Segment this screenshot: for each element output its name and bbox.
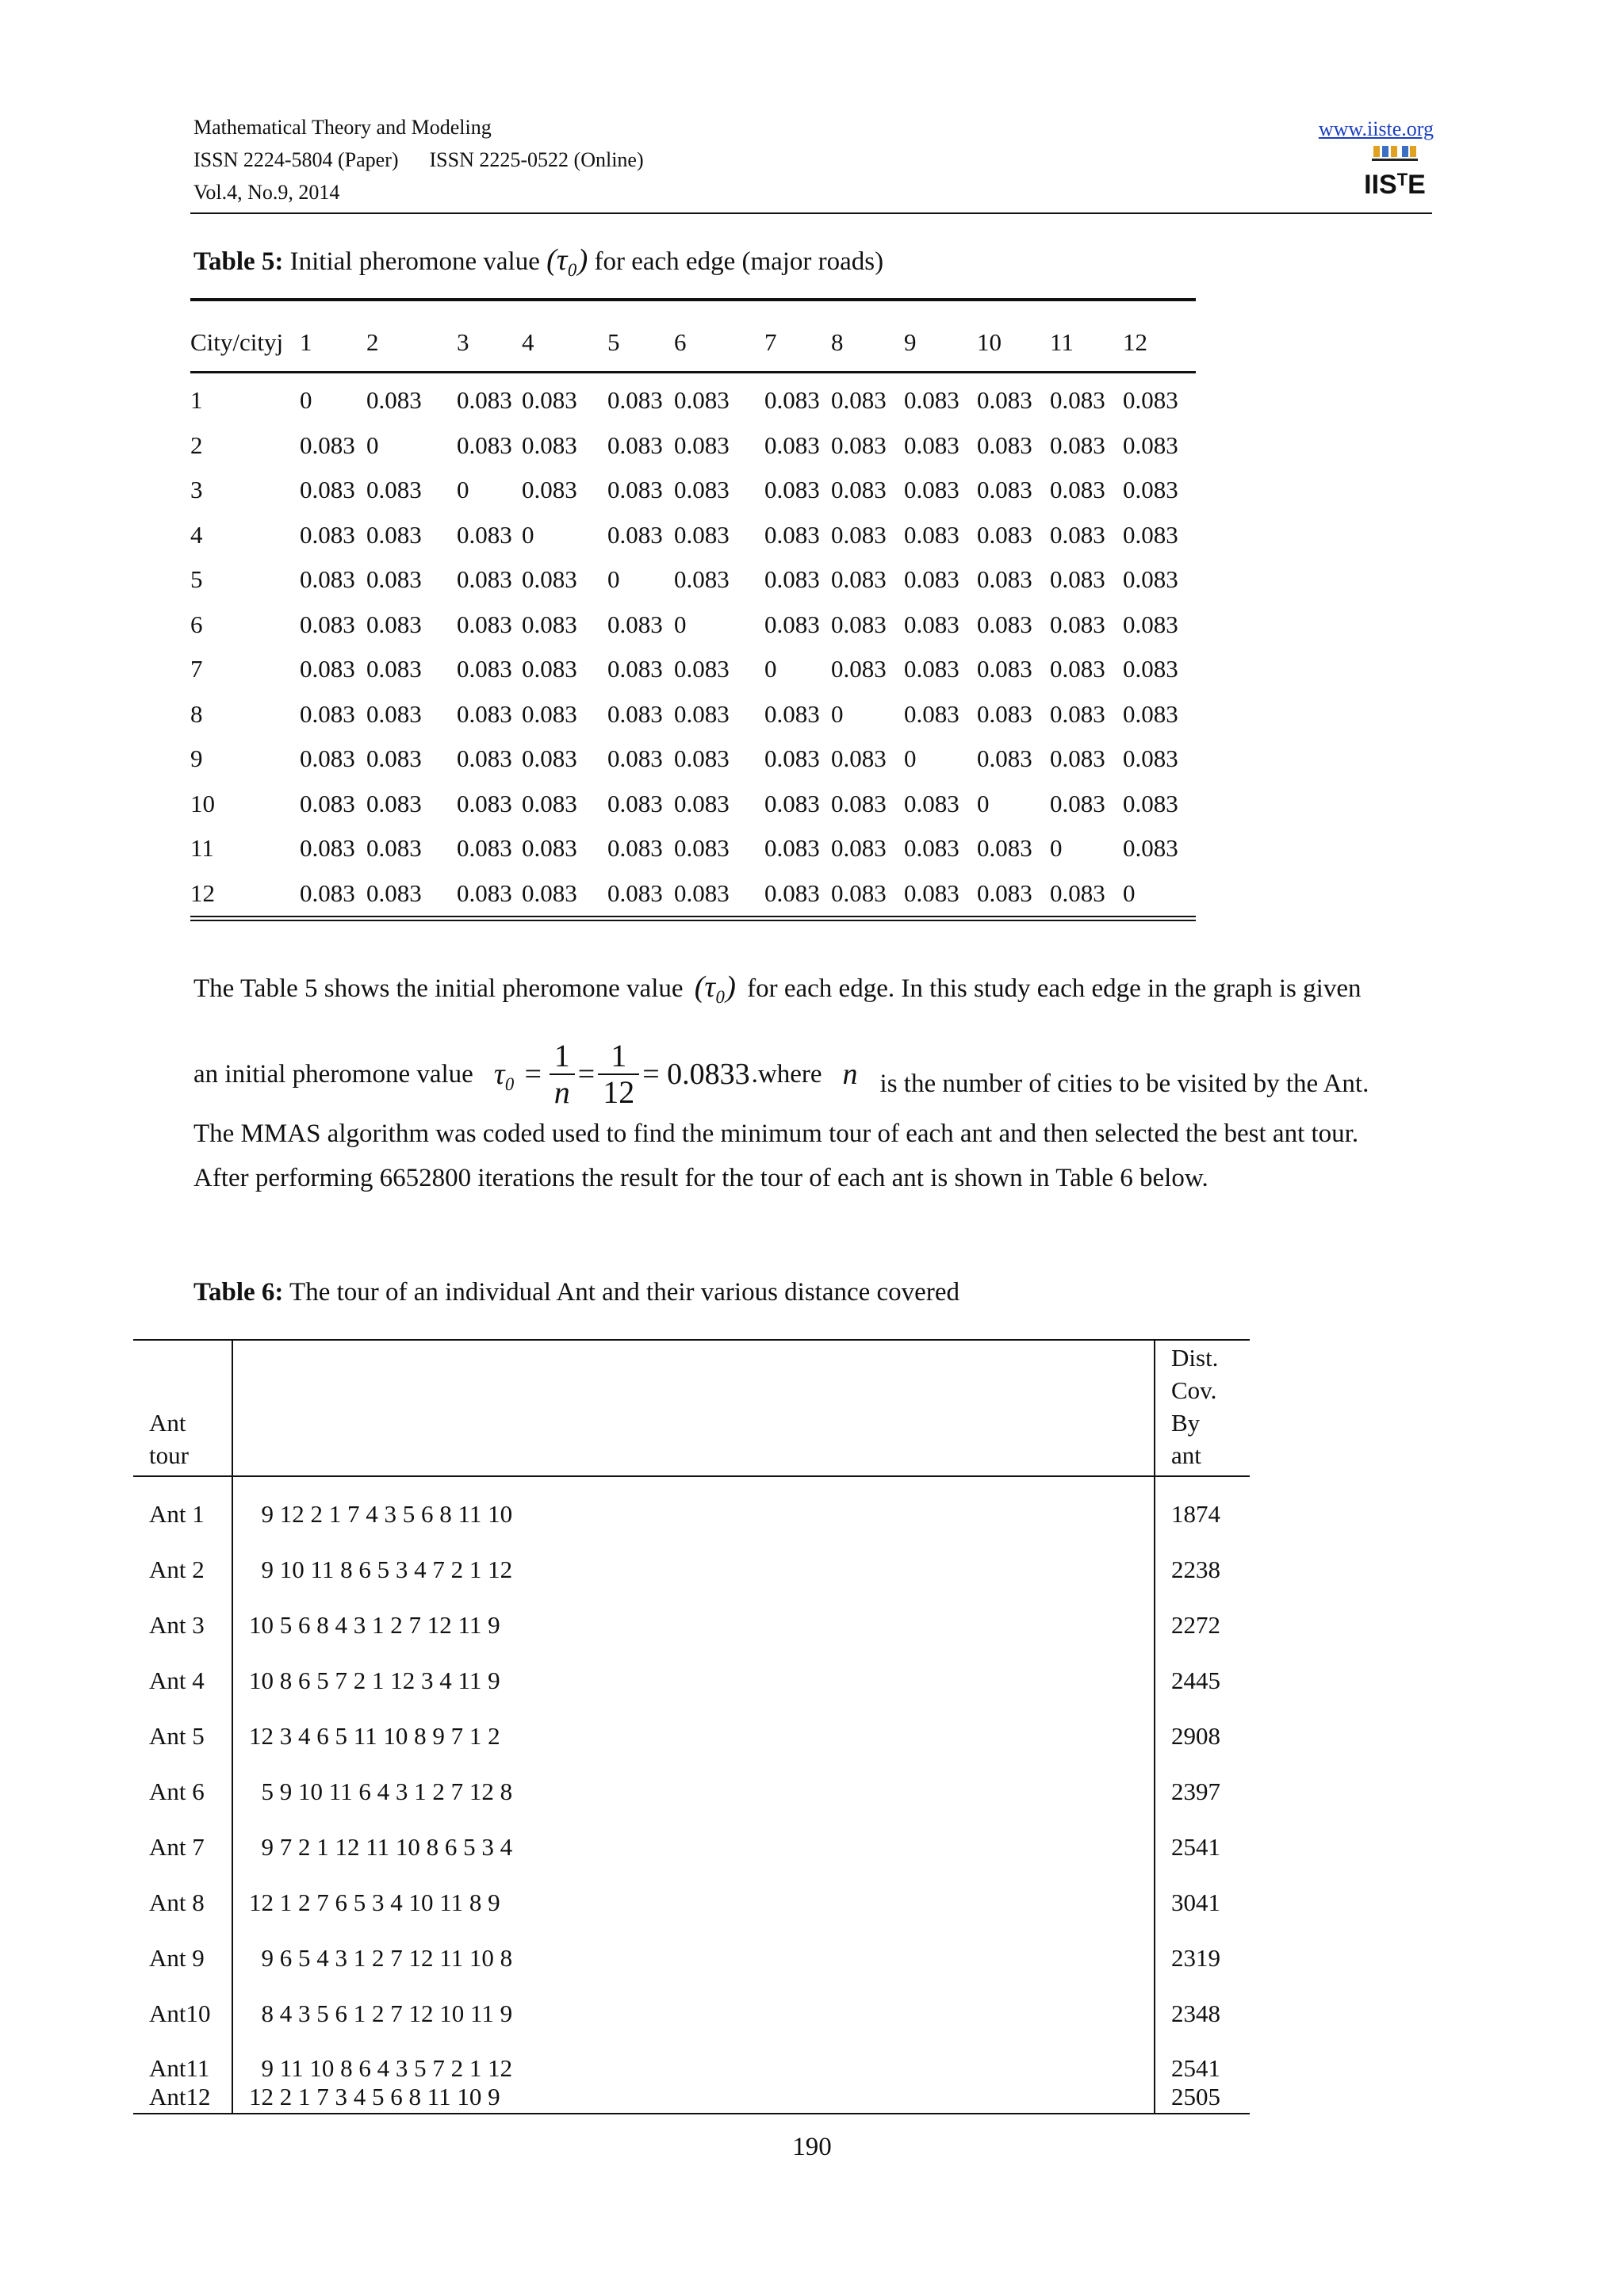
table5-cell: 0.083 — [607, 655, 663, 683]
table5-cell: 0.083 — [457, 386, 512, 415]
formula-where: .where — [751, 1059, 822, 1089]
table5-cell: 0.083 — [977, 655, 1032, 683]
table5-row — [190, 737, 1196, 782]
table6-route: 9 10 11 8 6 5 3 4 7 2 1 12 — [232, 1542, 1155, 1598]
table5-cell: 0.083 — [1123, 744, 1178, 773]
table6-distance: 3041 — [1171, 1888, 1220, 1916]
table5-cell: 0.083 — [1050, 565, 1105, 594]
table5-row-label: 2 — [190, 430, 203, 459]
table5-header-col: 3 — [457, 300, 522, 373]
table5-cell: 0.083 — [977, 744, 1032, 773]
table6-row — [133, 1875, 1250, 1931]
table5-cell: 0.083 — [607, 430, 663, 459]
table5-cell: 0.083 — [977, 834, 1032, 863]
table5-cell: 0.083 — [457, 699, 512, 728]
table5-cell: 0.083 — [300, 655, 355, 683]
table6-distance: 2541 — [1171, 2054, 1220, 2082]
table5-cell: 0.083 — [607, 386, 663, 415]
table5-cell: 0.083 — [607, 699, 663, 728]
table5-cell: 0.083 — [1123, 655, 1178, 683]
header-line: Ant — [149, 1409, 186, 1437]
table5-cell: 0.083 — [764, 871, 831, 919]
table5-cell: 0.083 — [457, 610, 512, 638]
table5-cell: 0.083 — [1123, 386, 1178, 415]
table6 — [133, 1339, 1250, 2114]
table5-cell: 0.083 — [904, 699, 959, 728]
table5-cell: 0.083 — [1050, 699, 1105, 728]
table5-cell: 0.083 — [607, 834, 663, 863]
table5-cell: 0.083 — [674, 699, 730, 728]
table5-cell: 0.083 — [977, 699, 1032, 728]
table5-row-label: 6 — [190, 610, 203, 638]
page-number: 190 — [792, 2133, 832, 2161]
table5-cell: 0.083 — [522, 430, 577, 459]
table5-cell: 0.083 — [764, 520, 820, 549]
table6-row — [133, 1709, 1250, 1764]
table5-cell: 0.083 — [831, 386, 887, 415]
table5-cell: 0.083 — [1050, 430, 1105, 459]
table6-row — [133, 1931, 1250, 1986]
table5-row — [190, 826, 1196, 871]
table5-cell: 0.083 — [674, 476, 730, 504]
header-line: Cov. — [1171, 1376, 1217, 1405]
table5-cell: 0.083 — [366, 699, 422, 728]
table5-cell: 0.083 — [674, 386, 730, 415]
table5-cell: 0.083 — [1050, 520, 1105, 549]
table6-ant-label: Ant 9 — [149, 1944, 205, 1972]
table6-route: 12 3 4 6 5 11 10 8 9 7 1 2 — [232, 1709, 1155, 1764]
table5-cell: 0.083 — [977, 610, 1032, 638]
fraction-denominator: 12 — [603, 1074, 635, 1110]
table5-row-label: 5 — [190, 565, 203, 594]
table6-header-route — [232, 1340, 1155, 1476]
table5-row — [190, 468, 1196, 513]
table5-cell: 0 — [1050, 834, 1063, 863]
table6-ant-label: Ant12 — [133, 2083, 232, 2114]
table6-row — [133, 1542, 1250, 1598]
table5-cell: 0.083 — [457, 430, 512, 459]
table6-ant-label: Ant 4 — [149, 1667, 205, 1694]
table5-cell: 0.083 — [831, 430, 887, 459]
table5-header-col: 8 — [831, 300, 904, 373]
table5-cell: 0.083 — [1050, 610, 1105, 638]
table6-distance: 2541 — [1171, 1833, 1220, 1861]
table5-header-row — [190, 300, 1196, 373]
table5-caption-label: Table 5: — [193, 247, 284, 276]
table5-cell: 0.083 — [1050, 476, 1105, 504]
fraction-one-over-n — [550, 1039, 575, 1110]
table6-ant-label: Ant 1 — [149, 1500, 205, 1528]
table5-cell: 0.083 — [366, 610, 422, 638]
tau-equals: τ₀ = — [493, 1058, 543, 1091]
table5-cell: 0.083 — [674, 871, 764, 919]
table5-caption-suffix: for each edge (major roads) — [594, 247, 884, 276]
table6-row — [133, 2083, 1250, 2114]
table5-cell: 0.083 — [1050, 655, 1105, 683]
table6-caption-label: Table 6: — [193, 1278, 284, 1307]
table5-cell: 0.083 — [674, 430, 730, 459]
table5-cell: 0.083 — [977, 476, 1032, 504]
table5-cell: 0.083 — [904, 386, 959, 415]
table6-ant-label: Ant 3 — [149, 1611, 205, 1639]
table5-row — [190, 871, 1196, 919]
table5-cell: 0.083 — [831, 476, 887, 504]
table5-cell: 0.083 — [1123, 565, 1178, 594]
table5-cell: 0.083 — [300, 476, 355, 504]
paragraph-2-text-b: is the number of cities to be visited by the Ant. — [879, 1069, 1369, 1098]
table5-cell: 0.083 — [300, 789, 355, 817]
table5-cell: 0.083 — [977, 520, 1032, 549]
table5-cell: 0.083 — [457, 744, 512, 773]
table6-distance: 2348 — [1171, 1999, 1220, 2027]
table5-cell: 0.083 — [1050, 386, 1105, 415]
paragraph-1-text-b: for each edge. In this study each edge in the graph is given — [747, 974, 1362, 1003]
table6-route: 5 9 10 11 6 4 3 1 2 7 12 8 — [232, 1764, 1155, 1820]
table5-cell: 0.083 — [1123, 610, 1178, 638]
table5-cell: 0.083 — [904, 610, 959, 638]
header-line: Dist. — [1171, 1344, 1219, 1372]
table5-cell: 0.083 — [522, 789, 577, 817]
table6-ant-label: Ant 7 — [149, 1833, 205, 1861]
table5-cell: 0 — [764, 655, 777, 683]
table5-cell: 0.083 — [904, 789, 959, 817]
table5-header-col: 11 — [1050, 300, 1123, 373]
header-rule — [190, 212, 1432, 214]
table5-cell: 0.083 — [674, 565, 730, 594]
table6-route: 10 8 6 5 7 2 1 12 3 4 11 9 — [232, 1653, 1155, 1709]
table5-header-col: 12 — [1123, 300, 1196, 373]
table5-cell: 0.083 — [607, 610, 663, 638]
table5-row — [190, 782, 1196, 827]
table5-row-label: 10 — [190, 789, 215, 817]
table5-cell: 0.083 — [1123, 834, 1178, 863]
table5-cell: 0.083 — [366, 476, 422, 504]
table5-cell: 0.083 — [831, 655, 887, 683]
table5-row-label: 7 — [190, 655, 203, 683]
tau-symbol: (τ₀) — [546, 243, 588, 277]
table5-cell: 0.083 — [764, 789, 820, 817]
table6-caption — [193, 1278, 959, 1307]
table5-cell: 0.083 — [457, 789, 512, 817]
table5-cell: 0.083 — [1123, 699, 1178, 728]
table5-header-col: 4 — [522, 300, 607, 373]
fraction-denominator: n — [553, 1074, 570, 1110]
table5-caption — [193, 243, 883, 277]
table5-cell: 0.083 — [904, 871, 977, 919]
paragraph-1-text-a: The Table 5 shows the initial pheromone value — [193, 974, 684, 1003]
table6-route: 9 7 2 1 12 11 10 8 6 5 3 4 — [232, 1820, 1155, 1875]
table5-cell: 0.083 — [366, 871, 457, 919]
table5-cell: 0.083 — [764, 744, 820, 773]
table5-cell: 0.083 — [457, 834, 512, 863]
table5-row-label: 9 — [190, 744, 203, 773]
table6-row — [133, 1764, 1250, 1820]
table6-ant-label: Ant11 — [149, 2054, 210, 2082]
table6-distance: 2445 — [1171, 1667, 1220, 1694]
table6-ant-label: Ant 2 — [149, 1556, 205, 1583]
table5-row-label: 8 — [190, 699, 203, 728]
table5-cell: 0.083 — [831, 520, 887, 549]
table5-cell: 0.083 — [977, 386, 1032, 415]
table5-cell: 0.083 — [674, 744, 730, 773]
paragraph-1 — [193, 972, 1361, 1002]
table5-cell: 0.083 — [831, 834, 887, 863]
table5-cell: 0.083 — [300, 699, 355, 728]
table5-cell: 0.083 — [764, 699, 820, 728]
volume-line: Vol.4, No.9, 2014 — [193, 181, 340, 204]
table5-cell: 0.083 — [607, 476, 663, 504]
table5-cell: 0.083 — [366, 655, 422, 683]
table6-distance: 1874 — [1171, 1500, 1220, 1528]
table5-cell: 0.083 — [904, 430, 959, 459]
table6-header-distance — [1155, 1340, 1250, 1476]
equals-sign: = — [577, 1058, 596, 1091]
table5-cell: 0.083 — [300, 520, 355, 549]
table5-cell: 0.083 — [300, 744, 355, 773]
fraction-one-over-twelve — [598, 1039, 639, 1110]
table6-header-row — [133, 1340, 1250, 1476]
table6-ant-label: Ant10 — [149, 1999, 211, 2027]
table6-distance: 2908 — [1171, 1722, 1220, 1750]
paragraph-3: The MMAS algorithm was coded used to find the minimum tour of each ant and then selected the best ant tour. — [193, 1119, 1359, 1148]
table6-row — [133, 1598, 1250, 1653]
journal-name: Mathematical Theory and Modeling — [193, 116, 492, 139]
table6-route: 9 6 5 4 3 1 2 7 12 11 10 8 — [232, 1931, 1155, 1986]
table5-row — [190, 373, 1196, 423]
table5-cell: 0.083 — [366, 789, 422, 817]
table5-row — [190, 423, 1196, 469]
table5-row — [190, 513, 1196, 558]
table5-cell: 0 — [300, 386, 312, 415]
table6-header-ant-tour — [133, 1340, 232, 1476]
table5-cell: 0.083 — [457, 520, 512, 549]
table5-cell: 0.083 — [764, 386, 820, 415]
table6-route: 10 5 6 8 4 3 1 2 7 12 11 9 — [232, 1598, 1155, 1653]
table5-cell: 0.083 — [607, 520, 663, 549]
table5-cell: 0.083 — [522, 610, 577, 638]
table5-cell: 0.083 — [366, 520, 422, 549]
table6-route: 12 2 1 7 3 4 5 6 8 11 10 9 — [232, 2083, 1155, 2114]
table5-row-label: 1 — [190, 386, 203, 415]
table6-route: 9 12 2 1 7 4 3 5 6 8 11 10 — [232, 1476, 1155, 1542]
table5-cell: 0.083 — [607, 744, 663, 773]
table5-cell: 0.083 — [366, 834, 422, 863]
table5-header-col: 6 — [674, 300, 764, 373]
table6-ant-label: Ant 5 — [149, 1722, 205, 1750]
table5-cell: 0.083 — [764, 430, 820, 459]
table5-cell: 0 — [457, 476, 469, 504]
table5-cell: 0.083 — [522, 476, 577, 504]
table5-cell: 0.083 — [300, 430, 355, 459]
table5-cell: 0.083 — [764, 834, 820, 863]
table5-header-col: 7 — [764, 300, 831, 373]
table5-cell: 0.083 — [522, 655, 577, 683]
journal-website-link[interactable]: www.iiste.org — [1318, 117, 1434, 140]
table5-cell: 0.083 — [522, 744, 577, 773]
table5-cell: 0.083 — [366, 565, 422, 594]
table6-row — [133, 1820, 1250, 1875]
header-line: tour — [149, 1441, 189, 1470]
table5-cell: 0.083 — [1123, 430, 1178, 459]
table5-cell: 0.083 — [522, 699, 577, 728]
table6-distance: 2238 — [1171, 1556, 1220, 1583]
fraction-numerator: 1 — [550, 1039, 575, 1075]
paragraph-4: After performing 6652800 iterations the result for the tour of each ant is shown in Table 6 below. — [193, 1164, 1208, 1192]
table5-cell: 0 — [831, 699, 844, 728]
table5-cell: 0 — [607, 565, 620, 594]
table5-cell: 0.083 — [674, 655, 730, 683]
table5-header-col: 1 — [300, 300, 366, 373]
table5-cell: 0.083 — [831, 610, 887, 638]
table6-row — [133, 1986, 1250, 2042]
table6-distance: 2272 — [1171, 1611, 1220, 1639]
formula-line — [193, 1031, 1369, 1118]
table6-route: 9 11 10 8 6 4 3 5 7 2 1 12 — [232, 2042, 1155, 2083]
table5-cell: 0 — [904, 744, 917, 773]
table5-cell: 0.083 — [904, 520, 959, 549]
table5-cell: 0.083 — [1050, 789, 1105, 817]
table5-cell: 0 — [1123, 871, 1196, 919]
table5-cell: 0.083 — [457, 565, 512, 594]
table5-cell: 0.083 — [764, 565, 820, 594]
variable-n: n — [842, 1058, 858, 1091]
header-line: ant — [1171, 1441, 1201, 1470]
table5-caption-text: Initial pheromone value — [289, 247, 540, 276]
table5-cell: 0.083 — [300, 871, 366, 919]
table5-cell: 0 — [366, 430, 379, 459]
table5-row-label: 11 — [190, 834, 214, 863]
table6-route: 8 4 3 5 6 1 2 7 12 10 11 9 — [232, 1986, 1155, 2042]
table5-cell: 0.083 — [1123, 520, 1178, 549]
table5-cell: 0.083 — [607, 789, 663, 817]
table5-header-col: 2 — [366, 300, 457, 373]
table5-cell: 0.083 — [904, 655, 959, 683]
table5-cell: 0.083 — [674, 834, 730, 863]
table5-cell: 0.083 — [764, 476, 820, 504]
table6-distance: 2505 — [1155, 2083, 1250, 2114]
table5-cell: 0.083 — [1123, 476, 1178, 504]
header-line: By — [1171, 1409, 1201, 1437]
table5-header-col: 9 — [904, 300, 977, 373]
table6-caption-text: The tour of an individual Ant and their various distance covered — [289, 1278, 959, 1307]
paragraph-2-text-a: an initial pheromone value — [193, 1059, 473, 1089]
table6-distance: 2397 — [1171, 1777, 1220, 1805]
table5-row-label: 12 — [190, 871, 300, 919]
table5-cell: 0.083 — [977, 565, 1032, 594]
table6-ant-label: Ant 8 — [149, 1888, 205, 1916]
table5-cell: 0.083 — [831, 565, 887, 594]
table5-cell: 0.083 — [1050, 744, 1105, 773]
table6-distance: 2319 — [1171, 1944, 1220, 1972]
table5 — [190, 298, 1196, 921]
svg-text:IISTE: $IIS^TE$ — [1364, 170, 1426, 200]
table5-row-label: 4 — [190, 520, 203, 549]
table5-cell: 0 — [977, 789, 990, 817]
table5-cell: 0 — [522, 520, 534, 549]
formula-value: = 0.0833 — [642, 1058, 750, 1091]
table5-cell: 0.083 — [522, 834, 577, 863]
table5-cell: 0.083 — [457, 655, 512, 683]
table6-ant-label: Ant 6 — [149, 1777, 205, 1805]
table5-row — [190, 557, 1196, 603]
table5-cell: 0.083 — [522, 871, 607, 919]
table6-row — [133, 1476, 1250, 1542]
table5-cell: 0.083 — [300, 610, 355, 638]
table5-row-label: 3 — [190, 476, 203, 504]
table5-cell: 0.083 — [831, 744, 887, 773]
table5-cell: 0.083 — [674, 789, 730, 817]
table5-cell: 0.083 — [457, 871, 522, 919]
table5-cell: 0.083 — [366, 744, 422, 773]
table5-cell: 0.083 — [674, 520, 730, 549]
table5-cell: 0.083 — [764, 610, 820, 638]
table6-route: 12 1 2 7 6 5 3 4 10 11 8 9 — [232, 1875, 1155, 1931]
issn-line: ISSN 2224-5804 (Paper) ISSN 2225-0522 (Online) — [193, 148, 644, 171]
table5-cell: 0.083 — [904, 476, 959, 504]
table5-row — [190, 647, 1196, 692]
table5-row — [190, 603, 1196, 648]
table5-cell: 0.083 — [831, 789, 887, 817]
table5-cell: 0.083 — [977, 871, 1050, 919]
table5-cell: 0.083 — [522, 386, 577, 415]
table5-row — [190, 692, 1196, 737]
table6-row — [133, 2042, 1250, 2083]
tau-symbol-inline: (τ₀) — [694, 970, 736, 1004]
table5-cell: 0.083 — [607, 871, 674, 919]
table5-cell: 0.083 — [522, 565, 577, 594]
table5-cell: 0 — [674, 610, 687, 638]
table5-cell: 0.083 — [300, 565, 355, 594]
table5-header-city: City/cityj — [190, 300, 300, 373]
table5-cell: 0.083 — [300, 834, 355, 863]
table5-cell: 0.083 — [366, 386, 422, 415]
table5-cell: 0.083 — [904, 565, 959, 594]
table5-header-col: 10 — [977, 300, 1050, 373]
iiste-logo-icon — [1364, 144, 1426, 203]
table5-header-col: 5 — [607, 300, 674, 373]
table5-cell: 0.083 — [831, 871, 904, 919]
table5-cell: 0.083 — [1123, 789, 1178, 817]
table5-cell: 0.083 — [1050, 871, 1123, 919]
fraction-numerator: 1 — [598, 1039, 639, 1075]
table6-row — [133, 1653, 1250, 1709]
table5-cell: 0.083 — [904, 834, 959, 863]
table5-cell: 0.083 — [977, 430, 1032, 459]
